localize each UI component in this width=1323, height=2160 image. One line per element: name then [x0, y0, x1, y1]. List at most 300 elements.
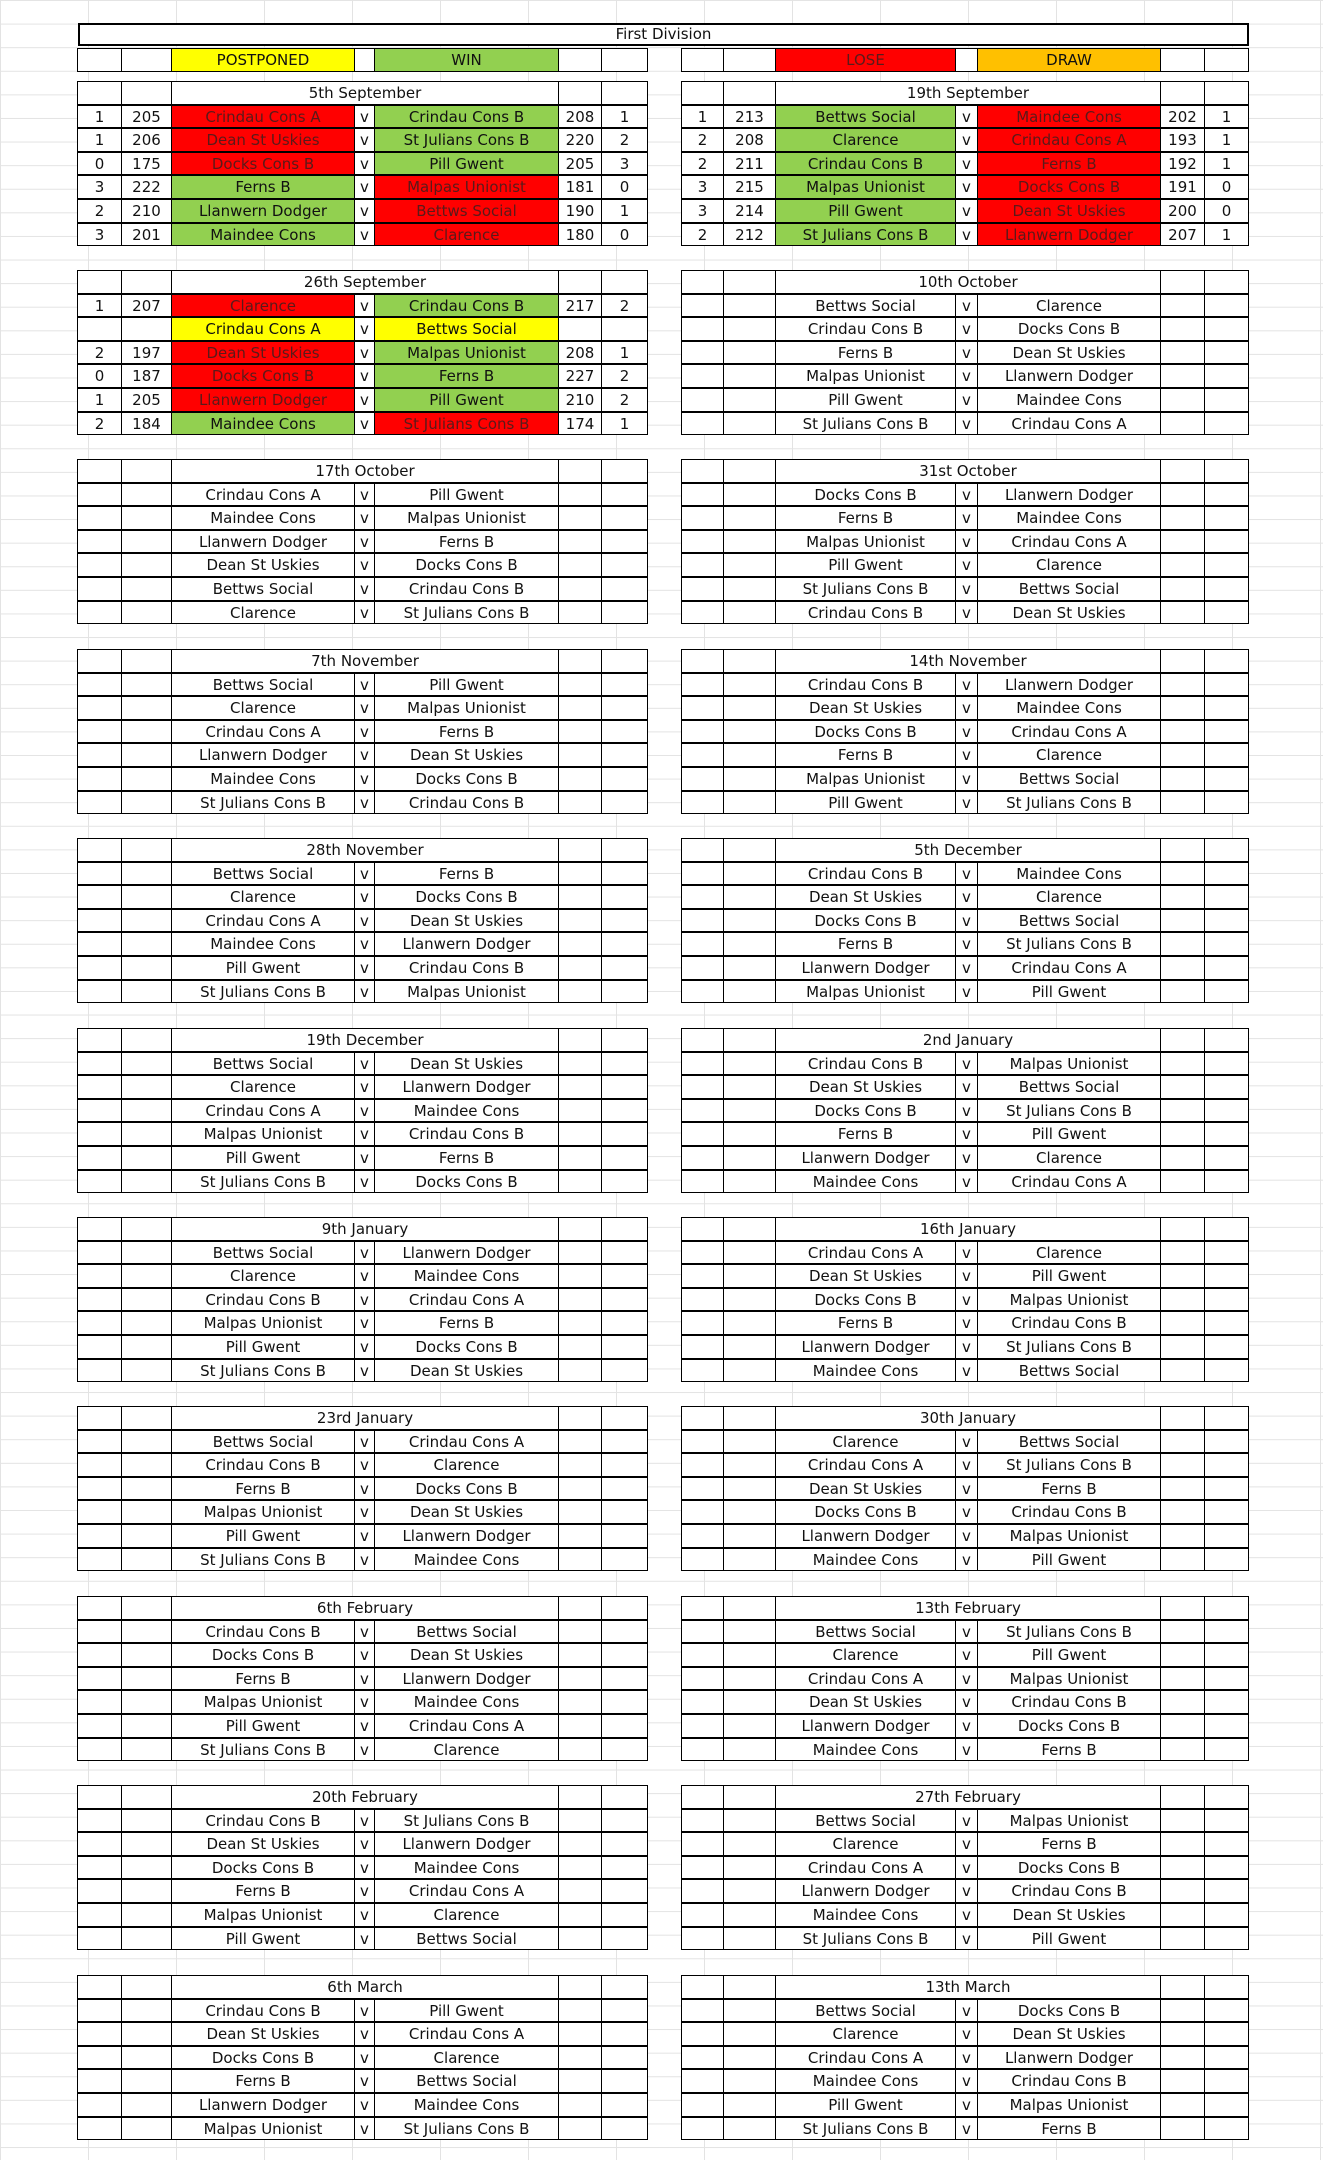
home-points	[681, 1264, 724, 1288]
away-team: Crindau Cons B	[374, 956, 559, 980]
away-score	[1160, 791, 1205, 815]
home-points	[681, 673, 724, 697]
home-team: Bettws Social	[775, 1809, 956, 1833]
away-team: Crindau Cons A	[374, 1288, 559, 1312]
away-team: Bettws Social	[977, 1359, 1161, 1383]
away-score: 180	[558, 223, 602, 247]
away-team: Malpas Unionist	[977, 1667, 1161, 1691]
versus-label: v	[955, 412, 978, 436]
versus-label: v	[955, 1620, 978, 1644]
home-points: 3	[681, 175, 724, 199]
match-row	[0, 1335, 1323, 1359]
home-team: Ferns B	[171, 1667, 355, 1691]
match-row	[0, 909, 1323, 933]
home-points	[681, 294, 724, 318]
away-points	[1204, 341, 1249, 365]
home-team: Dean St Uskies	[171, 2022, 355, 2046]
header-blank	[723, 1785, 776, 1809]
match-row	[0, 601, 1323, 625]
home-team: St Julians Cons B	[775, 577, 956, 601]
away-score: 208	[558, 105, 602, 129]
versus-label: v	[354, 1879, 375, 1903]
home-points	[681, 1311, 724, 1335]
match-row	[0, 530, 1323, 554]
home-team: Maindee Cons	[775, 1738, 956, 1762]
header-blank	[1204, 1785, 1249, 1809]
away-team: Crindau Cons A	[977, 128, 1161, 152]
home-team: Maindee Cons	[775, 1903, 956, 1927]
match-row	[0, 1500, 1323, 1524]
away-score	[1160, 980, 1205, 1004]
home-team: Malpas Unionist	[775, 175, 956, 199]
away-team: Clarence	[374, 223, 559, 247]
home-points	[681, 2117, 724, 2141]
away-points: 1	[1204, 105, 1249, 129]
away-score	[1160, 412, 1205, 436]
versus-label: v	[354, 1524, 375, 1548]
legend-blank	[558, 48, 602, 72]
match-row	[0, 199, 1323, 223]
away-score	[1160, 601, 1205, 625]
away-score	[1160, 1879, 1205, 1903]
versus-label: v	[354, 1690, 375, 1714]
away-points	[1204, 1667, 1249, 1691]
away-points	[1204, 1146, 1249, 1170]
away-team: Bettws Social	[977, 577, 1161, 601]
home-points	[681, 1690, 724, 1714]
away-points: 0	[601, 175, 648, 199]
versus-label: v	[955, 577, 978, 601]
away-score	[1160, 1052, 1205, 1076]
match-row	[0, 1241, 1323, 1265]
home-score	[723, 412, 776, 436]
versus-label: v	[955, 1453, 978, 1477]
home-team: Crindau Cons A	[171, 483, 355, 507]
away-team: Crindau Cons B	[977, 1500, 1161, 1524]
match-row	[0, 223, 1323, 247]
away-score	[1160, 673, 1205, 697]
away-team: Ferns B	[374, 862, 559, 886]
header-blank	[723, 1217, 776, 1241]
legend-blank	[601, 48, 648, 72]
versus-label: v	[955, 1690, 978, 1714]
away-team: St Julians Cons B	[374, 412, 559, 436]
away-team: Clarence	[977, 294, 1161, 318]
away-team: Maindee Cons	[977, 506, 1161, 530]
away-points	[1204, 364, 1249, 388]
home-team: Ferns B	[775, 1311, 956, 1335]
legend-win: WIN	[374, 48, 559, 72]
legend-draw: DRAW	[977, 48, 1161, 72]
home-score	[723, 1524, 776, 1548]
versus-label: v	[354, 696, 375, 720]
away-points	[1204, 1856, 1249, 1880]
away-team: Ferns B	[977, 1738, 1161, 1762]
versus-label: v	[354, 1241, 375, 1265]
header-blank	[681, 649, 724, 673]
home-team: Clarence	[775, 128, 956, 152]
away-points: 3	[601, 152, 648, 176]
away-team: Malpas Unionist	[977, 1288, 1161, 1312]
away-team: Bettws Social	[374, 1927, 559, 1951]
home-score	[723, 1548, 776, 1572]
versus-label: v	[955, 2117, 978, 2141]
away-score: 220	[558, 128, 602, 152]
legend-blank	[1160, 48, 1205, 72]
week-date: 19th December	[171, 1028, 559, 1052]
home-team: Bettws Social	[775, 294, 956, 318]
week-header-right	[0, 1596, 1323, 1620]
header-blank	[723, 270, 776, 294]
header-blank	[723, 1406, 776, 1430]
versus-label: v	[955, 1738, 978, 1762]
home-score: 206	[121, 128, 172, 152]
away-score	[1160, 553, 1205, 577]
away-points: 0	[601, 223, 648, 247]
away-score	[1160, 696, 1205, 720]
away-score: 205	[558, 152, 602, 176]
away-score: 192	[1160, 152, 1205, 176]
home-points	[681, 1738, 724, 1762]
versus-label: v	[955, 1146, 978, 1170]
versus-label: v	[354, 1999, 375, 2023]
legend-blank	[121, 48, 172, 72]
versus-label: v	[354, 673, 375, 697]
match-row	[0, 1927, 1323, 1951]
home-score	[723, 720, 776, 744]
away-score: 193	[1160, 128, 1205, 152]
away-team: Dean St Uskies	[374, 1500, 559, 1524]
away-team: Pill Gwent	[374, 388, 559, 412]
versus-label: v	[354, 743, 375, 767]
home-team: Maindee Cons	[171, 932, 355, 956]
away-team: Crindau Cons A	[977, 412, 1161, 436]
away-team: Malpas Unionist	[977, 1809, 1161, 1833]
home-points	[681, 1856, 724, 1880]
home-score: 213	[723, 105, 776, 129]
versus-label: v	[955, 1288, 978, 1312]
away-team: Clarence	[977, 743, 1161, 767]
versus-label: v	[955, 2022, 978, 2046]
home-team: Dean St Uskies	[171, 553, 355, 577]
home-score	[723, 1241, 776, 1265]
home-score	[723, 1477, 776, 1501]
versus-label: v	[354, 1288, 375, 1312]
match-row	[0, 1453, 1323, 1477]
versus-label: v	[955, 1832, 978, 1856]
home-team: Dean St Uskies	[171, 341, 355, 365]
versus-label: v	[955, 483, 978, 507]
versus-label: v	[354, 1832, 375, 1856]
home-team: Maindee Cons	[775, 1359, 956, 1383]
header-blank	[681, 459, 724, 483]
home-points	[681, 1667, 724, 1691]
versus-label: v	[354, 1809, 375, 1833]
away-score	[1160, 1122, 1205, 1146]
away-score	[1160, 1643, 1205, 1667]
away-team: Maindee Cons	[374, 1690, 559, 1714]
home-score	[723, 1335, 776, 1359]
match-row	[0, 1099, 1323, 1123]
home-score	[723, 388, 776, 412]
away-score	[1160, 1146, 1205, 1170]
home-score	[723, 1999, 776, 2023]
versus-label: v	[354, 2093, 375, 2117]
home-team: Malpas Unionist	[775, 767, 956, 791]
home-team: Crindau Cons A	[171, 720, 355, 744]
versus-label: v	[955, 909, 978, 933]
away-team: Crindau Cons B	[977, 2069, 1161, 2093]
week-date: 27th February	[775, 1785, 1161, 1809]
header-blank	[681, 1028, 724, 1052]
versus-label: v	[354, 2022, 375, 2046]
header-blank	[1204, 1975, 1249, 1999]
away-team: Pill Gwent	[977, 1643, 1161, 1667]
home-points	[681, 767, 724, 791]
home-score	[723, 1667, 776, 1691]
away-team: Clarence	[374, 1738, 559, 1762]
home-team: Malpas Unionist	[775, 364, 956, 388]
away-points	[1204, 1430, 1249, 1454]
versus-label: v	[354, 105, 375, 129]
home-team: Ferns B	[171, 175, 355, 199]
header-blank	[681, 1406, 724, 1430]
away-team: Crindau Cons B	[374, 294, 559, 318]
versus-label: v	[955, 317, 978, 341]
week-date: 7th November	[171, 649, 559, 673]
away-team: Clarence	[977, 553, 1161, 577]
away-team: Ferns B	[977, 1832, 1161, 1856]
away-points	[1204, 980, 1249, 1004]
versus-label: v	[955, 1075, 978, 1099]
home-points	[681, 1170, 724, 1194]
home-points	[681, 885, 724, 909]
versus-label: v	[354, 1264, 375, 1288]
home-score	[723, 980, 776, 1004]
week-date: 14th November	[775, 649, 1161, 673]
versus-label: v	[955, 105, 978, 129]
home-team: Bettws Social	[171, 1430, 355, 1454]
versus-label: v	[354, 317, 375, 341]
away-score	[1160, 388, 1205, 412]
home-team: Bettws Social	[171, 1052, 355, 1076]
header-blank	[723, 649, 776, 673]
home-team: Bettws Social	[171, 862, 355, 886]
away-points	[1204, 1453, 1249, 1477]
away-points	[1204, 1122, 1249, 1146]
match-row	[0, 577, 1323, 601]
home-team: Llanwern Dodger	[775, 1524, 956, 1548]
away-points	[1204, 956, 1249, 980]
home-points	[681, 1099, 724, 1123]
legend-blank	[77, 48, 122, 72]
away-score: 207	[1160, 223, 1205, 247]
versus-label: v	[354, 223, 375, 247]
away-team: Malpas Unionist	[374, 341, 559, 365]
versus-label: v	[955, 1856, 978, 1880]
away-team: Pill Gwent	[977, 1122, 1161, 1146]
away-team: Malpas Unionist	[374, 175, 559, 199]
home-team: Clarence	[775, 2022, 956, 2046]
away-score	[1160, 743, 1205, 767]
home-team: Clarence	[171, 696, 355, 720]
away-score	[1160, 1359, 1205, 1383]
home-points: 1	[77, 388, 122, 412]
away-team: Docks Cons B	[977, 175, 1161, 199]
away-team: Llanwern Dodger	[374, 1832, 559, 1856]
match-row	[0, 1738, 1323, 1762]
versus-label: v	[955, 1430, 978, 1454]
home-score	[723, 1430, 776, 1454]
home-team: Malpas Unionist	[171, 1690, 355, 1714]
header-blank	[681, 81, 724, 105]
home-points: 0	[77, 364, 122, 388]
away-points: 2	[601, 294, 648, 318]
away-score	[1160, 1170, 1205, 1194]
away-score	[1160, 767, 1205, 791]
match-row	[0, 317, 1323, 341]
away-score: 200	[1160, 199, 1205, 223]
home-points	[681, 1643, 724, 1667]
away-team: Crindau Cons A	[977, 720, 1161, 744]
away-team: Crindau Cons B	[374, 1122, 559, 1146]
home-points	[681, 932, 724, 956]
away-points	[1204, 1620, 1249, 1644]
home-points	[681, 1620, 724, 1644]
away-team: Pill Gwent	[374, 152, 559, 176]
week-date: 10th October	[775, 270, 1161, 294]
home-team: Pill Gwent	[775, 791, 956, 815]
away-score	[1160, 1999, 1205, 2023]
versus-label: v	[955, 530, 978, 554]
week-date: 16th January	[775, 1217, 1161, 1241]
away-team: Maindee Cons	[374, 2093, 559, 2117]
away-team: Ferns B	[374, 1146, 559, 1170]
match-row	[0, 1075, 1323, 1099]
away-points	[1204, 909, 1249, 933]
match-row	[0, 1690, 1323, 1714]
home-score	[723, 506, 776, 530]
away-team: Crindau Cons B	[977, 1690, 1161, 1714]
away-score: 181	[558, 175, 602, 199]
versus-label: v	[354, 885, 375, 909]
away-points	[1204, 1714, 1249, 1738]
home-team: Clarence	[171, 1264, 355, 1288]
away-score	[1160, 1927, 1205, 1951]
away-score	[1160, 1667, 1205, 1691]
home-score	[723, 2117, 776, 2141]
home-points	[681, 1453, 724, 1477]
versus-label: v	[354, 767, 375, 791]
home-team: Maindee Cons	[171, 767, 355, 791]
match-row	[0, 1122, 1323, 1146]
header-blank	[1160, 1975, 1205, 1999]
home-team: Pill Gwent	[171, 1524, 355, 1548]
match-row	[0, 294, 1323, 318]
away-score	[1160, 1690, 1205, 1714]
away-points	[1204, 601, 1249, 625]
home-team: Llanwern Dodger	[171, 2093, 355, 2117]
home-score	[723, 1643, 776, 1667]
versus-label: v	[354, 1122, 375, 1146]
home-team: Llanwern Dodger	[775, 1714, 956, 1738]
away-team: Ferns B	[374, 364, 559, 388]
home-score: 205	[121, 105, 172, 129]
away-team: Llanwern Dodger	[977, 673, 1161, 697]
week-header-right	[0, 1217, 1323, 1241]
week-header-right	[0, 649, 1323, 673]
versus-label: v	[354, 530, 375, 554]
match-row	[0, 720, 1323, 744]
home-points	[681, 412, 724, 436]
match-row	[0, 1832, 1323, 1856]
home-team: Docks Cons B	[775, 1288, 956, 1312]
versus-label: v	[955, 553, 978, 577]
home-score	[723, 1311, 776, 1335]
home-points	[681, 2022, 724, 2046]
away-score	[1160, 1241, 1205, 1265]
header-blank	[723, 1975, 776, 1999]
home-team: St Julians Cons B	[171, 791, 355, 815]
away-team: Llanwern Dodger	[977, 223, 1161, 247]
home-points: 1	[681, 105, 724, 129]
versus-label: v	[354, 1667, 375, 1691]
home-team: Ferns B	[775, 341, 956, 365]
versus-label: v	[955, 1477, 978, 1501]
match-row	[0, 743, 1323, 767]
away-points	[1204, 2022, 1249, 2046]
home-team: St Julians Cons B	[171, 980, 355, 1004]
home-team: Llanwern Dodger	[171, 388, 355, 412]
home-team: Pill Gwent	[171, 1927, 355, 1951]
away-points	[1204, 885, 1249, 909]
versus-label: v	[955, 1999, 978, 2023]
away-team: Crindau Cons B	[374, 791, 559, 815]
versus-label: v	[955, 2069, 978, 2093]
home-points	[681, 1809, 724, 1833]
home-team: St Julians Cons B	[171, 1170, 355, 1194]
header-blank	[1204, 459, 1249, 483]
home-team: Docks Cons B	[171, 364, 355, 388]
away-team: St Julians Cons B	[374, 1809, 559, 1833]
home-points	[681, 1146, 724, 1170]
versus-label: v	[354, 1052, 375, 1076]
away-points	[1204, 483, 1249, 507]
home-team: Maindee Cons	[171, 412, 355, 436]
away-team: Bettws Social	[977, 1075, 1161, 1099]
away-team: Bettws Social	[374, 199, 559, 223]
versus-label: v	[354, 553, 375, 577]
home-score	[723, 791, 776, 815]
home-score	[723, 1714, 776, 1738]
header-blank	[1204, 1028, 1249, 1052]
match-row	[0, 1809, 1323, 1833]
away-points: 1	[601, 341, 648, 365]
away-score	[1160, 1809, 1205, 1833]
away-team: Malpas Unionist	[977, 1524, 1161, 1548]
week-date: 26th September	[171, 270, 559, 294]
legend-row	[0, 48, 1323, 72]
away-team: Clarence	[977, 1241, 1161, 1265]
home-team: Pill Gwent	[171, 1146, 355, 1170]
home-team: Malpas Unionist	[171, 1311, 355, 1335]
away-score	[1160, 2022, 1205, 2046]
away-points	[1204, 1524, 1249, 1548]
week-date: 13th February	[775, 1596, 1161, 1620]
week-header-right	[0, 1406, 1323, 1430]
home-team: Ferns B	[775, 743, 956, 767]
away-team: Clarence	[977, 1146, 1161, 1170]
